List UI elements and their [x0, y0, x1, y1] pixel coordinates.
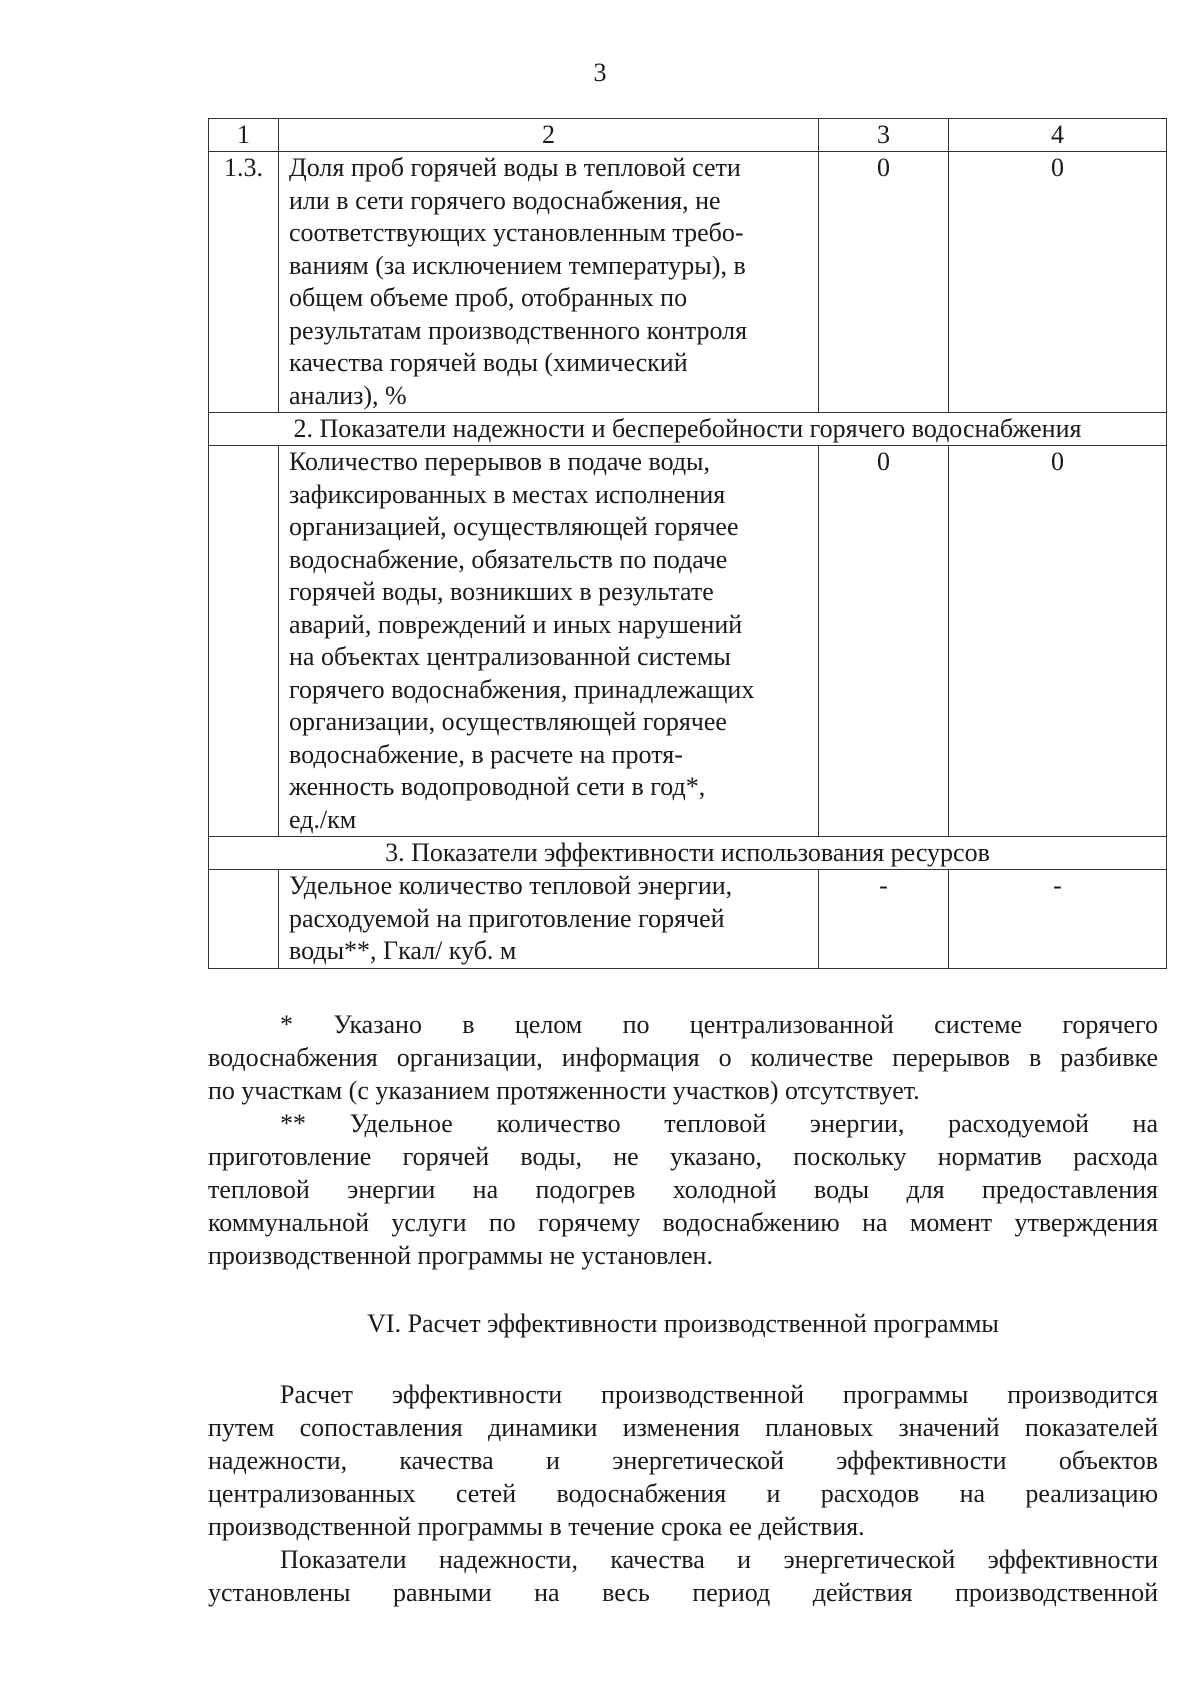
row-description — [279, 446, 819, 837]
desc-line: результатам производственного контроля — [289, 315, 748, 345]
footnote-2-line: ** Удельное количество тепловой энергии, расходуемой на — [280, 1109, 1158, 1138]
desc-line: ед./км — [289, 804, 357, 834]
footnote-2-line: производственной программы не установлен. — [208, 1241, 713, 1270]
paragraph-line: путем сопоставления динамики изменения плановых значений показателей — [208, 1413, 1158, 1442]
value-col-4: 0 — [949, 446, 1167, 837]
desc-line: водоснабжение, обязательств по подаче — [289, 544, 728, 574]
paragraph-line: Показатели надежности, качества и энергетической эффективности — [280, 1545, 1158, 1574]
footnote-1-line: * Указано в целом по централизованной системе горячего — [280, 1010, 1158, 1039]
desc-line: расходуемой на приготовление горячей — [289, 903, 725, 933]
table-row-2 — [209, 446, 1167, 837]
desc-line: воды**, Гкал/ куб. м — [289, 936, 517, 965]
value-col-3: 0 — [819, 152, 949, 413]
table-header-row — [209, 119, 1167, 152]
desc-line: зафиксированных в местах исполнения — [289, 479, 726, 509]
desc-line: горячей воды, возникших в результате — [289, 577, 714, 606]
footnote-2-line: коммунальной услуги по горячему водоснабжению на момент утверждения — [208, 1208, 1158, 1237]
indicators-table — [208, 118, 1167, 969]
desc-line: соответствующих установленным требо- — [289, 218, 744, 247]
section-3-row — [209, 837, 1167, 870]
value-col-4: - — [949, 870, 1167, 969]
table-row-1-3 — [209, 152, 1167, 413]
header-col-4: 4 — [949, 119, 1167, 152]
desc-line: или в сети горячего водоснабжения, не — [289, 185, 721, 215]
row-number: 1.3. — [209, 152, 279, 413]
desc-line: Доля проб горячей воды в тепловой сети — [289, 153, 741, 182]
table-row-3 — [209, 870, 1167, 969]
section-2-row — [209, 413, 1167, 446]
page-number: 3 — [593, 58, 607, 87]
value-col-3: - — [819, 870, 949, 969]
section-3-title: 3. Показатели эффективности использования ресурсов — [209, 837, 1167, 870]
paragraph-line: Расчет эффективности производственной программы производится — [280, 1380, 1158, 1409]
footnote-1-line: водоснабжения организации, информация о количестве перерывов в разбивке — [208, 1043, 1158, 1072]
row-number — [209, 446, 279, 837]
footnote-2-line: приготовление горячей воды, не указано, поскольку норматив расхода — [208, 1142, 1158, 1171]
desc-line: анализ), % — [289, 380, 407, 410]
desc-line: организацией, осуществляющей горячее — [289, 512, 739, 541]
header-col-1: 1 — [209, 119, 279, 152]
footnote-2-line: тепловой энергии на подогрев холодной воды для предоставления — [208, 1175, 1158, 1204]
desc-line: общем объеме проб, отобранных по — [289, 283, 688, 312]
section-2-title: 2. Показатели надежности и бесперебойности горячего водоснабжения — [209, 413, 1167, 446]
footnotes — [208, 1008, 1158, 1272]
desc-line: на объектах централизованной системы — [289, 642, 731, 671]
row-number — [209, 870, 279, 969]
desc-line: женность водопроводной сети в год*, — [289, 772, 706, 801]
value-col-4: 0 — [949, 152, 1167, 413]
section-vi-paragraph-2 — [208, 1543, 1158, 1609]
desc-line: ваниям (за исключением температуры), в — [289, 250, 746, 280]
header-col-2: 2 — [279, 119, 819, 152]
paragraph-line: производственной программы в течение срока ее действия. — [208, 1512, 865, 1541]
section-vi-paragraph-1 — [208, 1378, 1158, 1543]
value-col-3: 0 — [819, 446, 949, 837]
paragraph-line: централизованных сетей водоснабжения и расходов на реализацию — [208, 1479, 1158, 1508]
desc-line: горячего водоснабжения, принадлежащих — [289, 674, 755, 704]
desc-line: качества горячей воды (химический — [289, 348, 688, 377]
desc-line: организации, осуществляющей горячее — [289, 707, 727, 736]
footnote-1-line: по участкам (с указанием протяженности участков) отсутствует. — [208, 1076, 920, 1105]
header-col-3: 3 — [819, 119, 949, 152]
paragraph-line: надежности, качества и энергетической эффективности объектов — [208, 1446, 1158, 1475]
section-vi-heading: VI. Расчет эффективности производственной программы — [367, 1309, 999, 1338]
paragraph-line: установлены равными на весь период действия производственной — [208, 1578, 1158, 1607]
row-description — [279, 152, 819, 413]
row-description — [279, 870, 819, 969]
desc-line: Удельное количество тепловой энергии, — [289, 871, 733, 900]
desc-line: водоснабжение, в расчете на протя- — [289, 739, 683, 769]
desc-line: Количество перерывов в подаче воды, — [289, 447, 711, 476]
desc-line: аварий, повреждений и иных нарушений — [289, 609, 743, 639]
